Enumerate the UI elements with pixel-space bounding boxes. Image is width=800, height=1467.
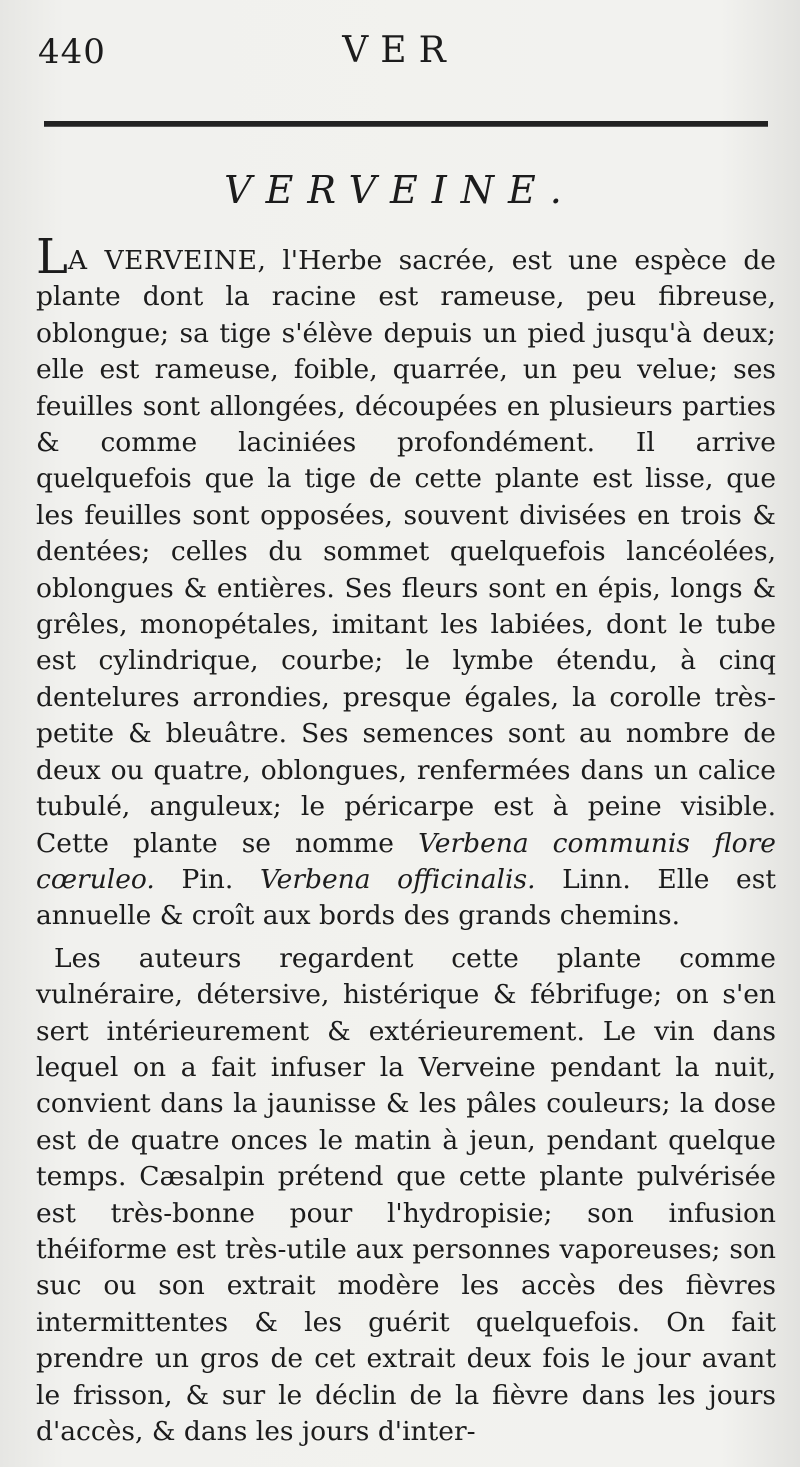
article-body [36,229,776,1450]
paragraph-2: Les auteurs regardent cette plante comme vulnéraire, détersive, histérique & fébrifuge; on s'en sert intérieurement & extérieurement. Le vin dans lequel on a fait infuser la Verveine pendant la nuit, convient dans la jaunisse & les pâles couleurs; la dose est de quatre onces le matin à jeun, pendant quelque temps. Cæsalpin prétend que cette plante pulvérisée est très-bonne pour l'hydropisie; son infusion théiforme est très-utile aux personnes vaporeuses; son suc ou son extrait modère les accès des fièvres intermittentes & les guérit quelquefois. On fait prendre un gros de cet extrait deux fois le jour avant le frisson, & sur le déclin de la fièvre dans les jours d'accès, & dans les jours d'inter- [36,942,776,1447]
paragraph-1 [36,229,776,935]
latin-name-2: Verbena officinalis. [259,863,536,895]
drop-cap: L [36,229,68,285]
header-rule [44,121,768,127]
paragraph-1-text-c: Linn. Elle est annuelle & croît aux bords des grands chemins. [36,863,776,932]
running-head: VER [342,30,458,71]
entry-word: A VERVEINE [67,245,258,276]
article-title: VERVEINE. [224,168,576,212]
paragraph-1-text-b: Pin. [181,863,234,895]
page-number: 440 [38,32,106,72]
paragraph-1-text-a: , l'Herbe sacrée, est une espèce de plante dont la racine est rameuse, peu fibreuse, oblongue; sa tige s'élève depuis un pied jusqu'à deux; elle est rameuse, foible, quarrée, un peu velue; ses feuilles sont allongées, découpées en plusieurs parties & comme laciniées profondément. Il arrive quelquefois que la tige de cette plante est lisse, que les feuilles sont opposées, souvent divisées en trois & dentées; celles du sommet quelquefois lancéolées, oblongues & entières. Ses fleurs sont en épis, longs & grêles, monopétales, imitant les labiées, dont le tube est cylindrique, courbe; le lymbe étendu, à cinq dentelures arrondies, presque égales, la corolle très-petite & bleuâtre. Ses semences sont au nombre de deux ou quatre, oblongues, renfermées dans un calice tubulé, anguleux; le péricarpe est à peine visible. Cette plante se nomme [36,245,776,859]
latin-name-1: Verbena communis flore cœruleo. [36,827,776,895]
